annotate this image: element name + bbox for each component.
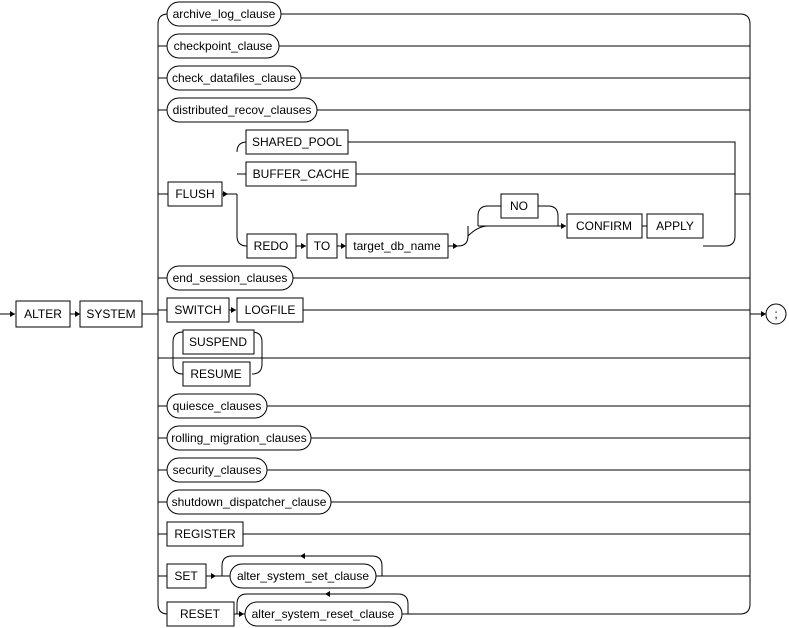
svg-text:FLUSH: FLUSH	[175, 187, 215, 201]
clause-shutdown-dispatcher	[167, 490, 331, 514]
svg-text:SWITCH: SWITCH	[174, 303, 222, 317]
keyword-shared-pool	[246, 130, 348, 154]
clause-alter-system-reset	[245, 602, 402, 626]
clause-security	[167, 458, 267, 482]
keyword-system	[80, 301, 142, 327]
clause-alter-system-set	[230, 564, 376, 588]
svg-text:BUFFER_CACHE: BUFFER_CACHE	[252, 167, 350, 181]
keyword-switch	[167, 298, 229, 322]
clause-distributed-recov	[167, 98, 317, 122]
svg-text:check_datafiles_clause: check_datafiles_clause	[171, 71, 297, 85]
clause-check-datafiles	[167, 66, 301, 90]
keyword-no	[501, 194, 538, 218]
svg-text:target_db_name: target_db_name	[353, 239, 441, 253]
keyword-logfile	[237, 298, 303, 322]
svg-text:;: ;	[774, 307, 778, 321]
clause-end-session	[167, 266, 293, 290]
svg-text:CONFIRM: CONFIRM	[576, 219, 632, 233]
svg-text:SUSPEND: SUSPEND	[188, 335, 248, 349]
svg-text:archive_log_clause: archive_log_clause	[172, 7, 276, 21]
svg-text:RESUME: RESUME	[190, 367, 242, 381]
svg-text:checkpoint_clause: checkpoint_clause	[173, 39, 273, 53]
svg-text:SYSTEM: SYSTEM	[86, 307, 136, 321]
svg-text:SHARED_POOL: SHARED_POOL	[251, 135, 343, 149]
svg-text:rolling_migration_clauses: rolling_migration_clauses	[171, 431, 307, 445]
svg-text:security_clauses: security_clauses	[172, 463, 262, 477]
keyword-reset	[167, 602, 234, 626]
keyword-register	[167, 522, 243, 546]
svg-text:alter_system_reset_clause: alter_system_reset_clause	[251, 607, 395, 621]
keyword-suspend	[183, 330, 254, 354]
svg-text:SET: SET	[174, 569, 198, 583]
clause-archive-log	[167, 2, 281, 26]
keyword-target-db-name	[346, 234, 448, 258]
clause-rolling-migration	[167, 426, 311, 450]
keyword-apply	[647, 214, 703, 238]
clause-checkpoint	[167, 34, 279, 58]
keyword-to	[307, 234, 337, 258]
svg-text:alter_system_set_clause: alter_system_set_clause	[236, 569, 370, 583]
svg-text:end_session_clauses: end_session_clauses	[172, 271, 288, 285]
svg-text:REGISTER: REGISTER	[174, 527, 236, 541]
svg-text:NO: NO	[510, 199, 528, 213]
keyword-resume	[183, 362, 250, 386]
keyword-alter	[16, 301, 70, 327]
svg-text:APPLY: APPLY	[656, 219, 694, 233]
svg-text:quiesce_clauses: quiesce_clauses	[172, 399, 262, 413]
svg-text:RESET: RESET	[179, 607, 221, 621]
svg-text:REDO: REDO	[253, 239, 289, 253]
svg-text:TO: TO	[313, 239, 331, 253]
svg-text:distributed_recov_clauses: distributed_recov_clauses	[172, 103, 312, 117]
svg-text:shutdown_dispatcher_clause: shutdown_dispatcher_clause	[171, 495, 327, 509]
terminator-semicolon	[766, 304, 786, 324]
keyword-flush	[168, 182, 222, 206]
keyword-confirm	[567, 214, 642, 238]
svg-text:LOGFILE: LOGFILE	[244, 303, 296, 317]
keyword-set	[167, 564, 206, 588]
keyword-redo	[247, 234, 296, 258]
svg-text:ALTER: ALTER	[24, 307, 62, 321]
clause-quiesce	[167, 394, 267, 418]
keyword-buffer-cache	[246, 162, 356, 186]
